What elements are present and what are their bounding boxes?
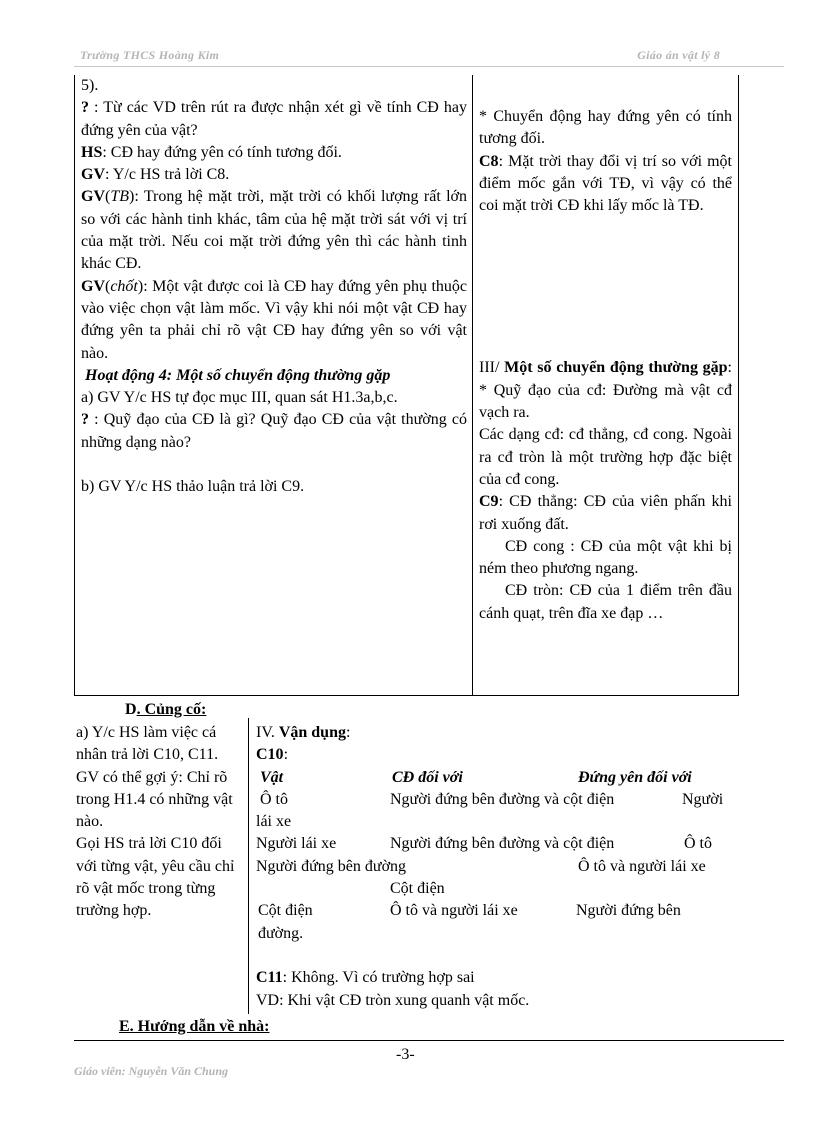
- relativity-note: * Chuyển động hay đứng yên có tính tương đối.: [479, 108, 732, 148]
- teacher-explanation: GV(TB): Trong hệ mặt trời, mặt trời có khối lượng rất lớn so với các hành tinh khác, tâm của hệ mặt trời sát với vị trí của mặt trời. Nếu coi mặt trời đứng yên thì các hành tinh khác CĐ.: [81, 188, 467, 273]
- c11-answer: C11: Không. Vì có trường hợp sai: [256, 969, 475, 987]
- section-d-divider: [248, 718, 249, 1014]
- c10-header-row: [256, 767, 736, 789]
- motion-types: Các dạng cđ: cđ thẳng, cđ cong. Ngoài ra cđ tròn là một trường hợp đặc biệt của cđ cong.: [479, 426, 732, 488]
- consolidation-instructions: [76, 722, 244, 923]
- c10-row: Người đứng bên đường Ô tô và người lái xe: [256, 857, 706, 875]
- c10-row: lái xe: [256, 813, 292, 831]
- col-stationary: Đứng yên đối với: [578, 768, 692, 786]
- activity-4-question: ? : Quỹ đạo của CĐ là gì? Quỹ đạo CĐ của vật thường có những dạng nào?: [81, 411, 467, 451]
- content-column: [479, 75, 732, 625]
- teacher-request: GV: Y/c HS trả lời C8.: [81, 166, 230, 184]
- page-number: -3-: [396, 1046, 415, 1063]
- c10-row: Cột điện Ô tô và người lái xe Người đứng bên: [258, 902, 681, 920]
- teacher-conclusion: GV(chốt): Một vật được coi là CĐ hay đứng yên phụ thuộc vào việc chọn vật làm mốc. Vì vậy khi nói một vật CĐ hay đứng yên ta phải chỉ rõ vật CĐ hay đứng yên so với vật nào.: [81, 277, 467, 362]
- footer-author: Giáo viên: Nguyễn Văn Chung: [74, 1064, 229, 1078]
- student-answer: HS: CĐ hay đứng yên có tính tương đối.: [81, 143, 342, 161]
- c10-row: Cột điện: [390, 880, 445, 898]
- teacher-activity-column: [81, 75, 467, 499]
- table-column-divider: [472, 75, 473, 695]
- activity-4-instruction: a) GV Y/c HS tự đọc mục III, quan sát H1.3a,b,c.: [81, 389, 398, 407]
- c10-row: đường.: [258, 924, 304, 942]
- question-paragraph: ? : Từ các VD trên rút ra được nhận xét gì về tính CĐ hay đứng yên của vật?: [81, 99, 467, 139]
- c10-label: C10:: [256, 746, 289, 764]
- col-object: Vật: [260, 768, 284, 786]
- section-iv-heading: IV. Vận dụng:: [256, 724, 351, 741]
- consolidation-text: a) Y/c HS làm việc cá nhân trả lời C10, C11. GV có thể gợi ý: Chỉ rõ trong H1.4 có những vật nào. Gọi HS trả lời C10 đối với từng vật, yêu cầu chỉ rõ vật mốc trong từng trường hợp.: [76, 724, 235, 920]
- c8-answer: C8: Mặt trời thay đổi vị trí so với một điểm mốc gắn với TĐ, vì vậy có thể coi mặt trời CĐ khi lấy mốc là TĐ.: [479, 152, 732, 215]
- section-iii-heading: III/ Một số chuyển động thường gặp:: [479, 359, 732, 377]
- trajectory-definition: * Quỹ đạo của cđ: Đường mà vật cđ vạch ra.: [479, 381, 732, 422]
- c9-answer: C9: CĐ thẳng: CĐ của viên phấn khi rơi xuống đất.: [479, 493, 732, 533]
- section-d-title: D. Củng cố:: [125, 701, 207, 718]
- c11-example: VD: Khi vật CĐ tròn xung quanh vật mốc.: [256, 991, 530, 1009]
- header-divider: [74, 66, 784, 67]
- activity-4-heading: Hoạt động 4: Một số chuyển động thường gặp: [85, 366, 391, 384]
- activity-4-discussion: b) GV Y/c HS thảo luận trả lời C9.: [81, 478, 305, 496]
- c9-curved: CĐ cong : CĐ của một vật khi bị ném theo phương ngang.: [479, 537, 732, 578]
- section-e-title: E. Hướng dẫn về nhà:: [119, 1018, 270, 1035]
- application-section: [256, 722, 736, 1012]
- c10-row: Ô tô Người đứng bên đường và cột điện Người: [260, 790, 724, 808]
- header-subject: Giáo án vật lý 8: [637, 48, 720, 62]
- col-moving: CĐ đối với: [392, 768, 463, 786]
- text-line: 5).: [81, 77, 99, 94]
- lesson-table: [74, 75, 739, 696]
- footer-divider: [74, 1040, 784, 1041]
- c9-circular: CĐ tròn: CĐ của 1 điểm trên đầu cánh quạt, trên đĩa xe đạp …: [479, 582, 732, 622]
- header-school: Trường THCS Hoàng Kim: [80, 48, 220, 62]
- c10-row: Người lái xe Người đứng bên đường và cột điện Ô tô: [256, 835, 712, 853]
